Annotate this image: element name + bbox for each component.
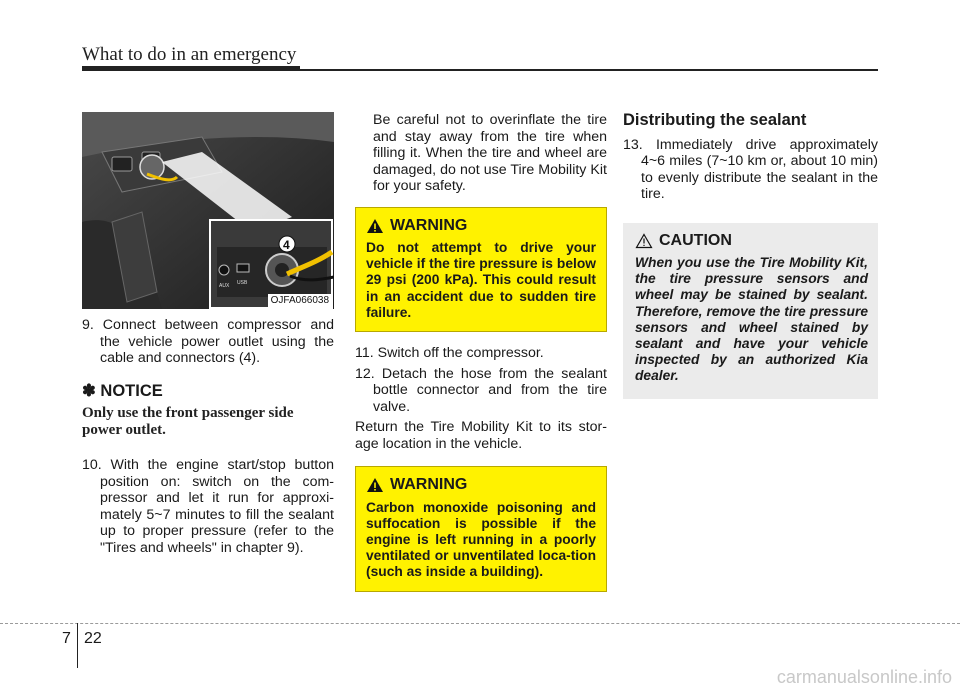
step-13: 13. Immediately drive approximately 4~6 miles (7~10 km or, about 10 min) to evenly distribute the sealant in the tire. [623,136,878,202]
return-note: Return the Tire Mobility Kit to its stor-age location in the vehicle. [355,419,607,452]
power-outlet-illustration [82,112,334,309]
step-12: 12. Detach the hose from the sealant bottle connector and from the tire valve. [355,365,607,415]
aux-port-label: AUX [219,283,230,289]
warning-box-carbon-monoxide [355,466,607,592]
left-column [82,112,334,556]
warning-title: WARNING [390,476,468,494]
warning-triangle-icon [366,218,384,234]
step-11: 11. Switch off the compressor. [355,345,544,362]
warning-body: Do not attempt to drive your vehicle if the tire pressure is below 29 psi (200 kPa). This could result in an accident due to sudden tire failure. [366,240,596,320]
warning-title: WARNING [390,216,468,234]
caution-title: CAUTION [659,231,732,249]
warning-box-pressure [355,207,607,333]
right-column [623,112,878,399]
notice-title: ✽ NOTICE [82,381,163,400]
middle-column [355,112,607,592]
careful-paragraph: Be careful not to overinflate the tire and stay away from the tire when filling it. When the tire and wheel are damaged, do not use Tire Mobility Kit for your safety. [373,112,607,194]
figure-code: OJFA066038 [268,294,332,307]
section-title: Distributing the sealant [623,111,807,129]
caution-box [623,223,878,399]
step-10: 10. With the engine start/stop button position on: switch on the com-pressor and let it run for approxi-mately 5~7 minutes to fill the sealant up to proper pressure (refer to the "Tires and wheels" in chapter 9). [82,457,334,556]
warning-body: Carbon monoxide poisoning and suffocation is possible if the engine is left running in a poorly ventilated or unventilated loca-tion (such as inside a building). [366,499,596,580]
page-header-title: What to do in an emergency [82,44,297,65]
usb-port-label: USB [237,280,248,286]
notice-body: Only use the front passenger side power outlet. [82,405,294,438]
callout-number: 4 [283,238,290,252]
footer-divider [77,623,78,668]
footer-rule [0,623,960,624]
watermark: carmanualsonline.info [776,667,952,687]
step-9: 9. Connect between compressor and the vehicle power outlet using the cable and connectors (4). [82,317,334,366]
chapter-number: 7 [62,630,71,647]
caution-body: When you use the Tire Mobility Kit, the tire pressure sensors and wheel may be stained by sealant. Therefore, remove the tire pressure sensors and wheel stained by sealant and have your vehicle inspected by an authorized Kia dealer. [635,255,868,384]
power-outlet-photo [82,112,334,309]
page-number: 22 [84,630,102,647]
caution-triangle-icon [635,233,653,249]
header-rule [82,69,878,71]
warning-triangle-icon [366,477,384,493]
